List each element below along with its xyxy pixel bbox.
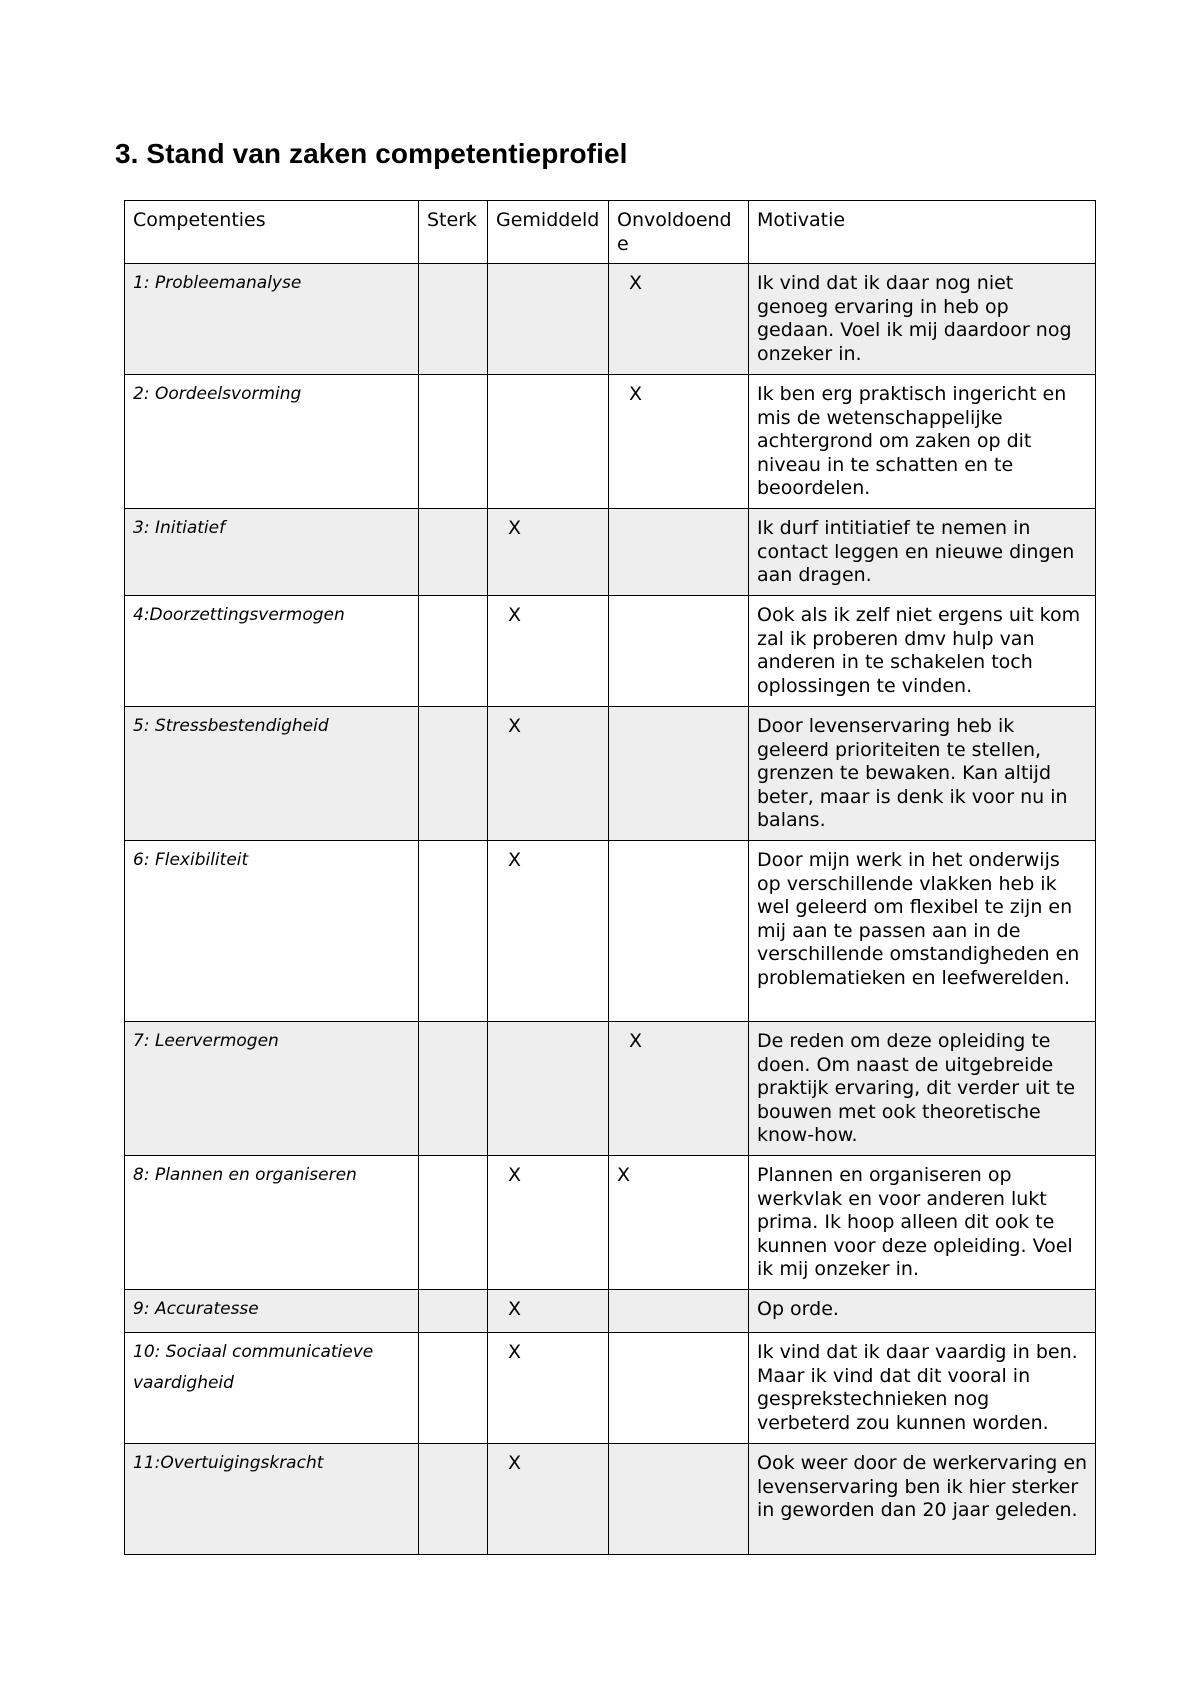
table-row [125, 1022, 1096, 1156]
competency-name: 11:Overtuigingskracht [125, 1444, 419, 1555]
sterk-cell [419, 1156, 488, 1290]
table-row [125, 707, 1096, 841]
onvoldoende-cell: X [609, 264, 749, 375]
motivatie-cell: Ik vind dat ik daar nog niet genoeg ervaring in heb op gedaan. Voel ik mij daardoor nog onzeker in. [749, 264, 1096, 375]
table-row [125, 509, 1096, 596]
competency-table [124, 200, 1096, 1555]
header-gemiddeld: Gemiddeld [488, 201, 609, 264]
competency-name: 3: Initiatief [125, 509, 419, 596]
onvoldoende-cell: X [609, 1156, 749, 1290]
sterk-cell [419, 596, 488, 707]
motivatie-cell: Ook weer door de werkervaring en levenservaring ben ik hier sterker in geworden dan 20 jaar geleden. [749, 1444, 1096, 1555]
competency-name: 6: Flexibiliteit [125, 841, 419, 1022]
header-motivatie: Motivatie [749, 201, 1096, 264]
page-title: 3. Stand van zaken competentieprofiel [115, 138, 628, 169]
motivatie-cell: Door levenservaring heb ik geleerd prioriteiten te stellen, grenzen te bewaken. Kan altijd beter, maar is denk ik voor nu in balans. [749, 707, 1096, 841]
motivatie-cell: Ik ben erg praktisch ingericht en mis de wetenschappelijke achtergrond om zaken op dit niveau in te schatten en te beoordelen. [749, 375, 1096, 509]
gemiddeld-cell: X [488, 707, 609, 841]
table-row [125, 1156, 1096, 1290]
motivatie-cell: De reden om deze opleiding te doen. Om naast de uitgebreide praktijk ervaring, dit verder uit te bouwen met ook theoretische know-how. [749, 1022, 1096, 1156]
table-row [125, 1290, 1096, 1333]
sterk-cell [419, 1022, 488, 1156]
header-row [125, 201, 1096, 264]
sterk-cell [419, 1290, 488, 1333]
onvoldoende-cell [609, 1444, 749, 1555]
header-onvoldoende: Onvoldoende [609, 201, 749, 264]
competency-name: 9: Accuratesse [125, 1290, 419, 1333]
competency-name: 7: Leervermogen [125, 1022, 419, 1156]
table-row [125, 1333, 1096, 1444]
onvoldoende-cell [609, 1290, 749, 1333]
onvoldoende-cell [609, 509, 749, 596]
header-competenties: Competenties [125, 201, 419, 264]
competency-name: 1: Probleemanalyse [125, 264, 419, 375]
table-row [125, 264, 1096, 375]
motivatie-cell: Ook als ik zelf niet ergens uit kom zal ik proberen dmv hulp van anderen in te schakelen toch oplossingen te vinden. [749, 596, 1096, 707]
table-row [125, 596, 1096, 707]
gemiddeld-cell: X [488, 509, 609, 596]
competency-name: 4:Doorzettingsvermogen [125, 596, 419, 707]
motivatie-cell: Ik durf intitiatief te nemen in contact leggen en nieuwe dingen aan dragen. [749, 509, 1096, 596]
competency-name [125, 1333, 419, 1444]
motivatie-cell: Plannen en organiseren op werkvlak en voor anderen lukt prima. Ik hoop alleen dit ook te kunnen voor deze opleiding. Voel ik mij onzeker in. [749, 1156, 1096, 1290]
motivatie-cell: Op orde. [749, 1290, 1096, 1333]
onvoldoende-cell [609, 707, 749, 841]
competency-name: 5: Stressbestendigheid [125, 707, 419, 841]
gemiddeld-cell [488, 264, 609, 375]
sterk-cell [419, 841, 488, 1022]
gemiddeld-cell [488, 375, 609, 509]
table-row [125, 841, 1096, 1022]
onvoldoende-cell: X [609, 375, 749, 509]
competency-name: 2: Oordeelsvorming [125, 375, 419, 509]
sterk-cell [419, 1444, 488, 1555]
gemiddeld-cell [488, 1022, 609, 1156]
sterk-cell [419, 1333, 488, 1444]
onvoldoende-cell [609, 1333, 749, 1444]
onvoldoende-cell: X [609, 1022, 749, 1156]
onvoldoende-cell [609, 841, 749, 1022]
motivatie-cell: Ik vind dat ik daar vaardig in ben. Maar ik vind dat dit vooral in gesprekstechnieken nog verbeterd zou kunnen worden. [749, 1333, 1096, 1444]
table-row [125, 1444, 1096, 1555]
gemiddeld-cell: X [488, 1333, 609, 1444]
sterk-cell [419, 264, 488, 375]
gemiddeld-cell: X [488, 596, 609, 707]
table-row [125, 375, 1096, 509]
gemiddeld-cell: X [488, 1290, 609, 1333]
sterk-cell [419, 375, 488, 509]
header-sterk: Sterk [419, 201, 488, 264]
competency-name: 8: Plannen en organiseren [125, 1156, 419, 1290]
sterk-cell [419, 707, 488, 841]
onvoldoende-cell [609, 596, 749, 707]
competency-name-line1: 10: Sociaal communicatieve [133, 1342, 374, 1362]
competency-name-line2: vaardigheid [133, 1372, 234, 1393]
gemiddeld-cell: X [488, 1444, 609, 1555]
sterk-cell [419, 509, 488, 596]
gemiddeld-cell: X [488, 1156, 609, 1290]
motivatie-cell: Door mijn werk in het onderwijs op verschillende vlakken heb ik wel geleerd om flexibel te zijn en mij aan te passen aan in de verschillende omstandigheden en problematieken en leefwerelden. [749, 841, 1096, 1022]
gemiddeld-cell: X [488, 841, 609, 1022]
